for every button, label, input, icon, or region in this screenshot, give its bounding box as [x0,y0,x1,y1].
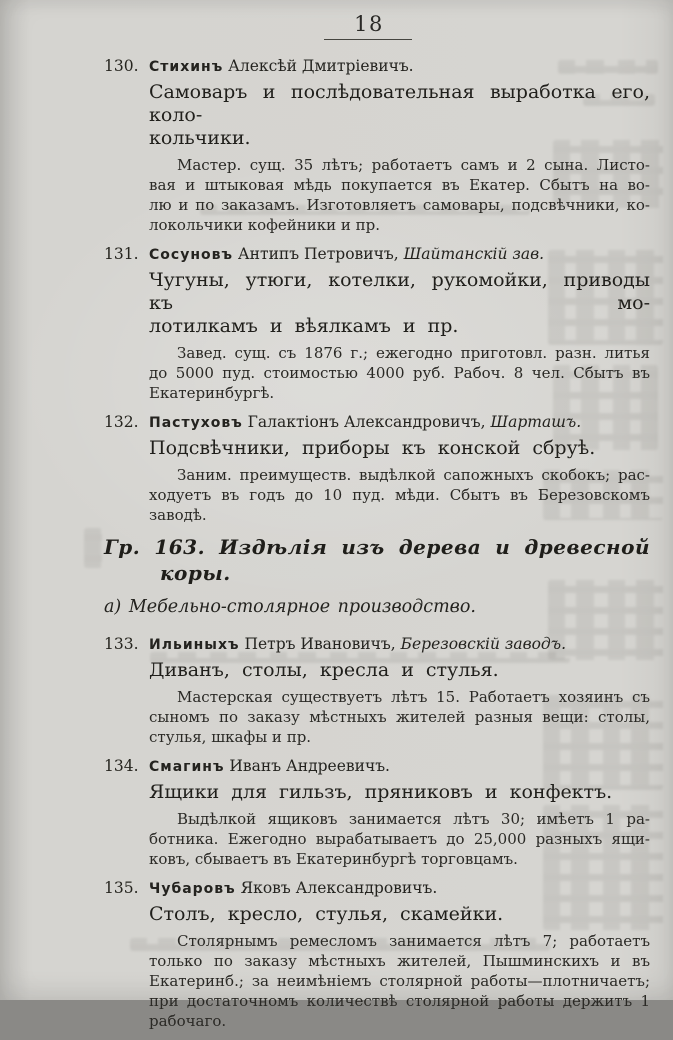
entry-name-rest: Галактіонъ Александровичъ, [242,413,491,431]
entry-details [149,809,650,869]
page-header [324,12,414,40]
entry-product [149,781,650,804]
group-heading [104,534,650,586]
entry-details [149,931,650,1031]
entry-number: 135. [104,879,139,897]
entry-name-line [149,756,650,777]
detail-line: Екатеринбургѣ. [149,384,275,402]
page-number: 18 [354,12,384,36]
entry-number: 134. [104,757,139,775]
subsection-heading: а) Мебельно-столярное производство. [104,597,476,617]
entry-surname: Пастуховъ [149,415,243,431]
entry-details [149,343,650,403]
detail-line: вая и штыковая мѣдь покупается въ Екатер. Сбытъ на во- [149,176,650,194]
detail-line: при достаточномъ количествѣ столярной работы держитъ 1 [149,992,650,1010]
entry-details [149,155,650,235]
entry-name-rest: Петръ Ивановичъ, [239,635,401,653]
entry-product [149,81,650,150]
detail-line: лю и по заказамъ. Изготовляетъ самовары, подсвѣчники, ко- [149,196,650,214]
detail-line: стулья, шкафы и пр. [149,728,312,746]
entry-surname: Сосуновъ [149,247,233,263]
entry-place: Шарташъ. [490,413,582,431]
group-heading-line: Гр. 163. Издѣлія изъ дерева и древесной [104,535,650,559]
entry-surname: Смагинъ [149,759,225,775]
detail-line: заводѣ. [149,506,207,524]
detail-line: локольчики кофейники и пр. [149,216,381,234]
entry-name-line [149,634,650,655]
detail-line: сыномъ по заказу мѣстныхъ жителей разныя вещи: столы, [149,708,650,726]
detail-line: до 5000 пуд. стоимостью 4000 руб. Рабоч. 8 чел. Сбытъ въ [149,364,650,382]
entry-name-rest: Антипъ Петровичъ, [233,245,404,263]
detail-line: Заним. преимуществ. выдѣлкой сапожныхъ скобокъ; рас- [177,466,650,484]
page-number-rule [324,39,412,40]
entry-place: Березовскій заводъ. [400,635,567,653]
entry-number: 132. [104,413,139,431]
entry-product [149,437,650,460]
entry-name-line [149,412,650,433]
entry-number: 133. [104,635,139,653]
group-heading-line: коры. [160,561,231,585]
product-line: кольчики. [149,127,251,149]
detail-line: Выдѣлкой ящиковъ занимается лѣтъ 30; имѣетъ 1 ра- [177,810,650,828]
entry-name-rest: Яковъ Александровичъ. [235,879,438,897]
detail-line: ходуетъ въ годъ до 10 пуд. мѣди. Сбытъ въ Березовскомъ [149,486,650,504]
entry-number: 131. [104,245,139,263]
detail-line: ковъ, сбываетъ въ Екатеринбургѣ торговцамъ. [149,850,518,868]
product-line: Чугуны, утюги, котелки, рукомойки, приводы къ мо- [149,269,650,314]
page-content [104,56,650,1040]
detail-line: Мастер. сущ. 35 лѣтъ; работаетъ самъ и 2 сына. Листо- [177,156,650,174]
product-line: Диванъ, столы, кресла и стулья. [149,659,499,681]
directory-entry-131 [104,244,650,403]
entry-name-line [149,56,650,77]
entry-name-line [149,244,650,265]
product-line: лотилкамъ и вѣялкамъ и пр. [149,315,459,337]
entry-details [149,687,650,747]
detail-line: Екатеринб.; за неимѣніемъ столярной работы—плотничаетъ; [149,972,650,990]
entry-details [149,465,650,525]
detail-line: Завед. сущ. съ 1876 г.; ежегодно приготовл. разн. литья [177,344,650,362]
detail-line: Мастерская существуетъ лѣтъ 15. Работаетъ хозяинъ съ [177,688,650,706]
directory-entry-132 [104,412,650,525]
entry-product [149,659,650,682]
product-line: Ящики для гильзъ, пряниковъ и конфектъ. [149,781,613,803]
detail-line: только по заказу мѣстныхъ жителей, Пышминскихъ и въ [149,952,650,970]
entry-name-line [149,878,650,899]
entry-product [149,269,650,338]
directory-entry-130 [104,56,650,235]
entry-surname: Стихинъ [149,59,224,75]
directory-entry-135 [104,878,650,1031]
bleedthrough-smudge [84,528,102,568]
detail-line: ботника. Ежегодно вырабатываетъ до 25,000 разныхъ ящи- [149,830,650,848]
entry-surname: Чубаровъ [149,881,236,897]
entry-place: Шайтанскій зав. [403,245,545,263]
product-line: Самоваръ и послѣдовательная выработка его, коло- [149,81,650,126]
product-line: Столъ, кресло, стулья, скамейки. [149,903,504,925]
detail-line: рабочаго. [149,1012,227,1030]
entry-number: 130. [104,57,139,75]
directory-entry-134 [104,756,650,869]
directory-entry-133 [104,634,650,747]
entry-surname: Ильиныхъ [149,637,240,653]
entry-product [149,903,650,926]
detail-line: Столярнымъ ремесломъ занимается лѣтъ 7; работаетъ [177,932,650,950]
product-line: Подсвѣчники, приборы къ конской сбруѣ. [149,437,596,459]
entry-name-rest: Иванъ Андреевичъ. [224,757,390,775]
entry-name-rest: Алексѣй Дмитріевичъ. [223,57,414,75]
